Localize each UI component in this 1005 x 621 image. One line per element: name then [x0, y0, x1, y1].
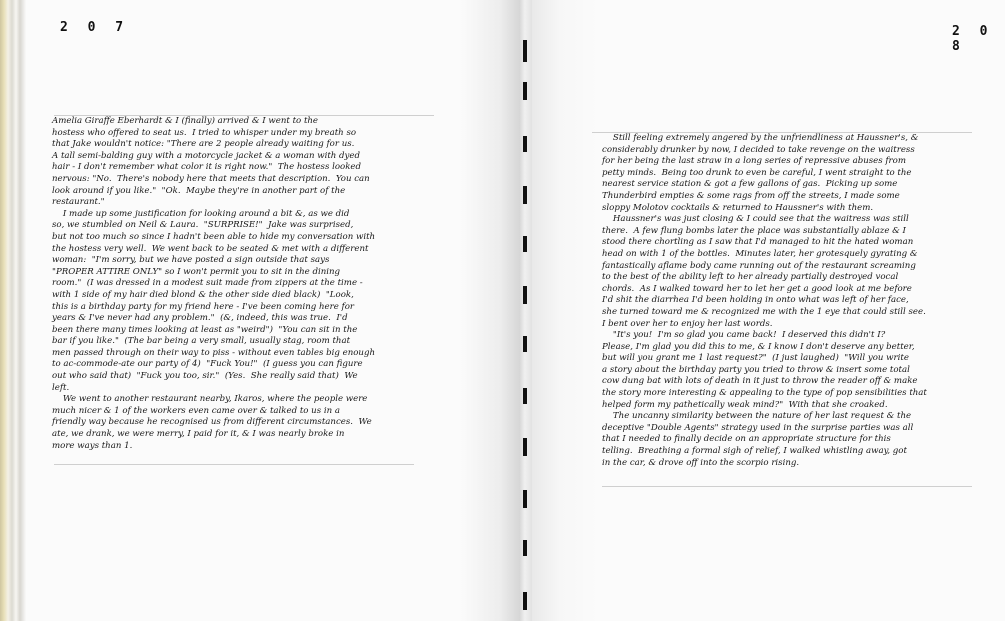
text-line: look around if you like." "Ok. Maybe they're in another part of the [52, 185, 346, 196]
text-line: Please, I'm glad you did this to me, & I know I don't deserve any better, [602, 341, 915, 352]
text-line: I made up some justification for looking around a bit &, as we did [52, 208, 350, 219]
right-page [532, 0, 1005, 621]
text-line: woman: "I'm sorry, but we have posted a sign outside that says [52, 255, 330, 266]
text-line: in the car, & drove off into the scorpio rising. [602, 457, 800, 468]
text-line: much nicer & 1 of the workers even came over & talked to us in a [52, 405, 340, 416]
text-line: for her being the last straw in a long series of repressive abuses from [602, 156, 906, 167]
text-line: that I needed to finally decide on an appropriate structure for this [602, 434, 891, 445]
text-line: ate, we drank, we were merry, I paid for it, & I was nearly broke in [52, 429, 345, 440]
text-line: but not too much so since I hadn't been able to hide my conversation with [52, 231, 376, 242]
text-line: Amelia Giraffe Eberhardt & I (finally) arrived & I went to the [52, 116, 319, 126]
book-gutter [520, 0, 532, 621]
text-line: Thunderbird empties & some rags from off the streets, I made some [602, 190, 900, 201]
text-line: stood there chortling as I saw that I'd managed to hit the hated woman [602, 237, 914, 248]
text-line: cow dung bat with lots of death in it just to throw the reader off & make [602, 376, 918, 387]
text-line: helped form my pathetically weak mind?" With that she croaked. [602, 399, 888, 410]
text-line: fantastically aflame body came running out of the restaurant screaming [602, 260, 916, 271]
text-line: telling. Breathing a formal sigh of relief, I walked whistling away, got [602, 446, 907, 457]
text-line: more ways than 1. [52, 440, 133, 451]
text-line: to ac-commode-ate our party of 4) "Fuck You!" (I guess you can figure [52, 359, 363, 370]
text-line: I'd shit the diarrhea I'd been holding in onto what was left of her face, [602, 295, 909, 306]
text-line: sloppy Molotov cocktails & returned to Haussner's with them. [602, 202, 874, 213]
text-line: hair - I don't remember what color it is right now." The hostess looked [52, 162, 361, 173]
text-line: considerably drunker by now, I decided to take revenge on the waitress [602, 144, 915, 155]
left-page-body-text [52, 116, 520, 452]
text-line: Haussner's was just closing & I could see that the waitress was still [602, 214, 909, 225]
text-line: this is a birthday party for my friend here - I've been coming here for [52, 301, 354, 312]
text-line: friendly way because he recognised us from different circumstances. We [52, 417, 372, 428]
text-line: Still feeling extremely angered by the unfriendliness at Haussner's, & [602, 133, 919, 143]
text-line: that Jake wouldn't notice: "There are 2 people already waiting for us. [52, 139, 355, 150]
right-bottom-rule [602, 486, 972, 487]
text-line: room." (I was dressed in a modest suit made from zippers at the time - [52, 278, 363, 289]
text-line: petty minds. Being too drunk to even be careful, I went straight to the [602, 167, 912, 178]
text-line: nervous: "No. There's nobody here that meets that description. You can [52, 173, 370, 184]
text-line: with 1 side of my hair died blond & the other side died black) "Look, [52, 289, 354, 300]
left-page [26, 0, 520, 621]
text-line: men passed through on their way to piss - without even tables big enough [52, 347, 375, 358]
text-line: to the best of the ability left to her already partially destroyed vocal [602, 272, 899, 283]
left-page-number: 2 0 7 [60, 20, 130, 35]
text-line: the hostess very well. We went back to be seated & met with a different [52, 243, 369, 254]
right-page-body-text [602, 133, 1002, 469]
text-line: bar if you like." (The bar being a very small, usually stag, room that [52, 336, 351, 347]
text-line: she turned toward me & recognized me with the 1 eye that could still see. [602, 306, 926, 317]
book-page-edges [0, 0, 26, 621]
text-line: hostess who offered to seat us. I tried to whisper under my breath so [52, 127, 357, 138]
text-line: deceptive "Double Agents" strategy used in the surprise parties was all [602, 422, 914, 433]
text-line: there. A few flung bombs later the place was substantially ablaze & I [602, 225, 906, 236]
text-line: been there many times looking at least as "weird") "You can sit in the [52, 324, 358, 335]
left-bottom-rule [54, 464, 414, 465]
text-line: left. [52, 382, 70, 393]
text-line: the story more interesting & appealing to the type of pop sensibilities that [602, 388, 927, 399]
text-line: The uncanny similarity between the nature of her last request & the [602, 411, 912, 422]
text-line: nearest service station & got a few gallons of gas. Picking up some [602, 179, 898, 190]
text-line: A tall semi-balding guy with a motorcycle jacket & a woman with dyed [52, 150, 360, 161]
text-line: a story about the birthday party you tried to throw & insert some total [602, 364, 910, 375]
text-line: "PROPER ATTIRE ONLY" so I won't permit you to sit in the dining [52, 266, 341, 277]
text-line: restaurant." [52, 197, 105, 208]
text-line: "It's you! I'm so glad you came back! I deserved this didn't I? [602, 330, 886, 341]
text-line: so, we stumbled on Neil & Laura. "SURPRISE!" Jake was surprised, [52, 220, 354, 231]
text-line: years & I've never had any problem." (&, indeed, this was true. I'd [52, 313, 348, 324]
text-line: chords. As I walked toward her to let her get a good look at me before [602, 283, 912, 294]
right-page-number: 2 0 8 [952, 24, 994, 54]
text-line: We went to another restaurant nearby, Ikaros, where the people were [52, 394, 368, 405]
text-line: out who said that) "Fuck you too, sir." (Yes. She really said that) We [52, 371, 358, 382]
text-line: I bent over her to enjoy her last words. [602, 318, 773, 329]
text-line: head on with 1 of the bottles. Minutes later, her grotesquely gyrating & [602, 248, 918, 259]
text-line: but will you grant me 1 last request?" (I just laughed) "Will you write [602, 353, 909, 364]
